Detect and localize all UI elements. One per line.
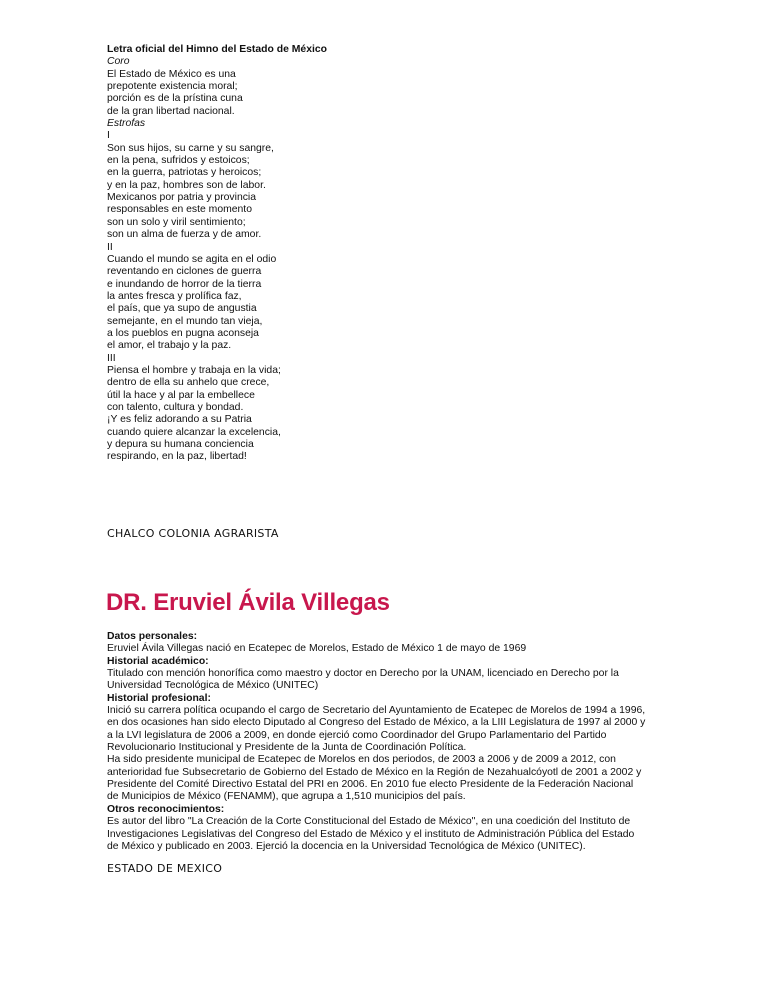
datos-label: Datos personales: (107, 631, 198, 642)
coro-line: porción es de la prístina cuna (107, 93, 243, 105)
stanza-line: a los pueblos en pugna aconseja (107, 327, 259, 339)
stanza-line: dentro de ella su anhelo que crece, (107, 377, 270, 389)
stanza-line: y depura su humana conciencia (107, 439, 254, 450)
coro-line: prepotente existencia moral; (107, 81, 238, 93)
stanza-line: útil la hace y al par la embellece (107, 389, 255, 401)
bio-line: Es autor del libro "La Creación de la Corte Constitucional del Estado de México", en una coedición del Instituto de (107, 816, 631, 828)
hymn-title: Letra oficial del Himno del Estado de México (107, 44, 327, 55)
stanza-line: en la guerra, patriotas y heroicos; (107, 167, 262, 179)
stanza-line: Mexicanos por patria y provincia (107, 192, 257, 204)
stanza-line: y en la paz, hombres son de labor. (107, 179, 266, 191)
stanza-line: el amor, el trabajo y la paz. (107, 340, 232, 352)
bio-line: Ha sido presidente municipal de Ecatepec de Morelos en dos periodos, de 2003 a 2006 y de 2009 a 2012, con (107, 754, 616, 766)
bio-line: de Municipios de México (FENAMM), que agrupa a 1,510 municipios del país. (107, 791, 466, 803)
bio-line: anterioridad fue Subsecretario de Gobierno del Estado de México en la Región de Nezahualcóyotl de 2001 a 2002 y (107, 766, 642, 778)
stanza-line: en la pena, sufridos y estoicos; (107, 155, 250, 167)
bio-line: Presidente del Comité Directivo Estatal del PRI en 2006. En 2010 fue electo Presidente de la Federación Nacional (107, 779, 634, 791)
section-heading-estado: ESTADO DE MEXICO (107, 862, 223, 875)
bio-line: Investigaciones Legislativas del Congreso del Estado de México y el instituto de Administración Pública del Estado (107, 828, 635, 840)
stanza-line: cuando quiere alcanzar la excelencia, (107, 426, 281, 438)
stanza-line: Cuando el mundo se agita en el odio (107, 253, 277, 265)
bio-line: Titulado con mención honorífica como maestro y doctor en Derecho por la UNAM, licenciado en Derecho por la (107, 668, 619, 680)
stanza-line: e inundando de horror de la tierra (107, 278, 262, 290)
stanza-line: semejante, en el mundo tan vieja, (107, 315, 263, 327)
stanza-numeral: III (107, 352, 116, 364)
bio-line: en dos ocasiones han sido electo Diputado al Congreso del Estado de México, a la LIII Legislatura de 1997 al 2000 y (107, 717, 646, 729)
estrofas-label: Estrofas (107, 118, 146, 130)
stanza-line: Piensa el hombre y trabaja en la vida; (107, 364, 281, 376)
bio-line: a la LVI legislatura de 2006 a 2009, en donde ejerció como Coordinador del Grupo Parlamentario del Partido (107, 729, 607, 741)
bio-block (107, 631, 667, 853)
academico-label: Historial académico: (107, 655, 209, 667)
stanza-numeral: II (107, 241, 113, 253)
person-name-heading: DR. Eruviel Ávila Villegas (106, 589, 390, 616)
hymn-block (107, 44, 327, 464)
stanza-numeral: I (107, 130, 110, 142)
bio-line: Revolucionario Institucional y Presidente de la Junta de Coordinación Política. (107, 742, 467, 754)
stanza-line: el país, que ya supo de angustia (107, 303, 257, 315)
coro-line: El Estado de México es una (107, 68, 236, 80)
stanza-line: la antes fresca y prolífica faz, (107, 290, 242, 302)
stanza-line: con talento, cultura y bondad. (107, 401, 244, 413)
stanza-line: son un solo y viril sentimiento; (107, 216, 246, 228)
bio-line: de México y publicado en 2003. Ejerció la docencia en la Universidad Tecnológica de México (UNITEC). (107, 840, 586, 852)
bio-line: Universidad Tecnológica de México (UNITEC) (107, 680, 319, 692)
otros-label: Otros reconocimientos: (107, 803, 225, 815)
stanza-line: son un alma de fuerza y de amor. (107, 229, 262, 241)
stanza-line: reventando en ciclones de guerra (107, 266, 262, 278)
profesional-label: Historial profesional: (107, 692, 211, 704)
stanza-line: ¡Y es feliz adorando a su Patria (107, 414, 252, 426)
stanza-line: responsables en este momento (107, 204, 252, 216)
bio-line: Eruviel Ávila Villegas nació en Ecatepec de Morelos, Estado de México 1 de mayo de 1969 (107, 643, 527, 655)
stanza-line: Son sus hijos, su carne y su sangre, (107, 142, 274, 154)
section-heading-chalco: CHALCO COLONIA AGRARISTA (107, 527, 279, 540)
coro-label: Coro (107, 56, 130, 68)
stanza-line: respirando, en la paz, libertad! (107, 451, 247, 463)
coro-line: de la gran libertad nacional. (107, 105, 235, 117)
bio-line: Inició su carrera política ocupando el cargo de Secretario del Ayuntamiento de Ecatepec de Morelos de 1994 a 1996, (107, 705, 646, 717)
